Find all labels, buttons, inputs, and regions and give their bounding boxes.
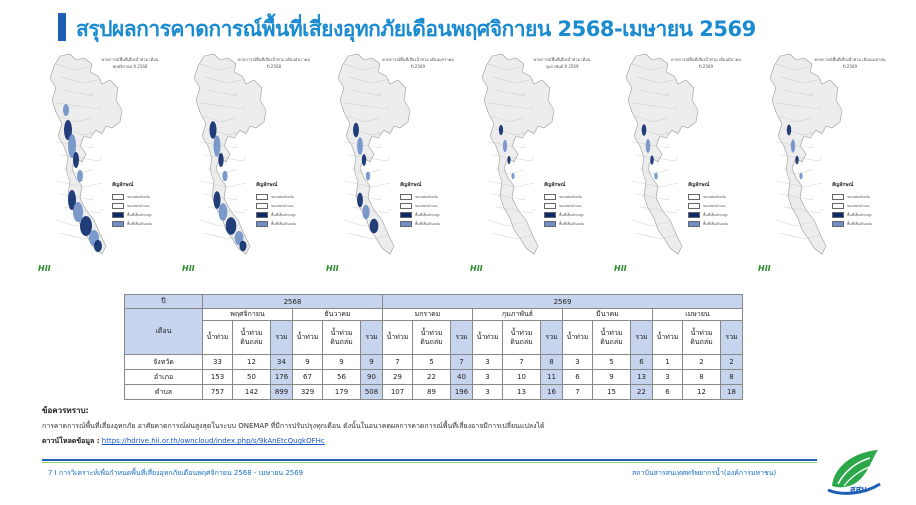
legend-item bbox=[688, 192, 746, 201]
risk-area bbox=[63, 104, 69, 116]
map-legend bbox=[256, 192, 314, 228]
subcolumn-header: น้ำท่วม ดินถล่ม bbox=[593, 321, 631, 355]
legend-label: พื้นที่เสี่ยงท่วมสูง bbox=[847, 212, 872, 217]
thailand-map bbox=[756, 50, 888, 282]
table-cell: 16 bbox=[541, 385, 563, 400]
table-cell: 8 bbox=[683, 370, 721, 385]
risk-area bbox=[787, 125, 791, 136]
legend-item bbox=[832, 192, 890, 201]
thailand-map bbox=[180, 50, 312, 282]
table-cell: 5 bbox=[413, 355, 451, 370]
risk-area bbox=[646, 139, 651, 153]
table-cell: 22 bbox=[631, 385, 653, 400]
hii-logo: HII bbox=[38, 264, 51, 273]
legend-item bbox=[400, 192, 458, 201]
table-row bbox=[125, 370, 743, 385]
risk-area bbox=[73, 202, 83, 222]
subcolumn-header: น้ำท่วม ดินถล่ม bbox=[683, 321, 721, 355]
subcolumn-header: น้ำท่วม bbox=[383, 321, 413, 355]
risk-area bbox=[362, 205, 369, 220]
table-cell: 8 bbox=[721, 370, 743, 385]
month-header: มกราคม bbox=[383, 309, 473, 321]
year-header: ปี bbox=[125, 295, 203, 309]
risk-area bbox=[77, 170, 83, 182]
legend-item bbox=[832, 210, 890, 219]
map-caption: คาดการณ์พื้นที่เสี่ยงน้ำท่วม เดือนเมษายน ปี 2569 bbox=[814, 57, 886, 69]
notes-text: การคาดการณ์พื้นที่เสี่ยงอุทกภัย อาศัยคาดการณ์ฝนสูงสุดในระบบ ONEMAP ที่มีการปรับปรุงทุกเดือน ดังนั้นในอนาคตผลการคาดการณ์พื้นที่เสี่ยงอาจมีการเปลี่ยนแปลงได้ bbox=[42, 422, 545, 430]
map-panel bbox=[180, 50, 312, 282]
risk-area bbox=[654, 173, 657, 180]
risk-area bbox=[209, 121, 216, 139]
legend-swatch bbox=[544, 212, 556, 218]
legend-title: สัญลักษณ์ bbox=[832, 182, 854, 188]
table-cell: 153 bbox=[203, 370, 233, 385]
risk-area bbox=[353, 123, 359, 138]
legend-item bbox=[112, 201, 170, 210]
table-cell: 3 bbox=[473, 385, 503, 400]
row-label: จังหวัด bbox=[125, 355, 203, 370]
month-header: เดือน bbox=[125, 309, 203, 355]
table-cell: 2 bbox=[683, 355, 721, 370]
table-cell: 508 bbox=[361, 385, 383, 400]
table-cell: 40 bbox=[451, 370, 473, 385]
onwr-logo-text: สสน bbox=[850, 485, 868, 495]
table-cell: 56 bbox=[323, 370, 361, 385]
table-cell: 6 bbox=[653, 385, 683, 400]
risk-area bbox=[791, 139, 795, 152]
hii-logo: HII bbox=[614, 264, 627, 273]
table-cell: 142 bbox=[233, 385, 271, 400]
legend-label: พื้นที่เสี่ยงท่วมสูง bbox=[703, 212, 728, 217]
table-cell: 179 bbox=[323, 385, 361, 400]
table-cell: 329 bbox=[293, 385, 323, 400]
legend-label: ขอบเขตจังหวัด bbox=[415, 194, 438, 199]
legend-swatch bbox=[256, 221, 268, 227]
risk-area bbox=[799, 173, 802, 180]
legend-label: พื้นที่เสี่ยงดินถล่ม bbox=[415, 221, 441, 226]
legend-swatch bbox=[400, 221, 412, 227]
subcolumn-header: น้ำท่วม bbox=[563, 321, 593, 355]
legend-swatch bbox=[256, 203, 268, 209]
download-line bbox=[42, 436, 325, 447]
legend-swatch bbox=[400, 203, 412, 209]
legend-swatch bbox=[256, 212, 268, 218]
legend-swatch bbox=[688, 212, 700, 218]
thailand-map bbox=[324, 50, 456, 282]
legend-label: ขอบเขตอำเภอ bbox=[703, 203, 726, 208]
table-cell: 3 bbox=[563, 355, 593, 370]
legend-title: สัญลักษณ์ bbox=[256, 182, 278, 188]
legend-item bbox=[688, 201, 746, 210]
thailand-map bbox=[36, 50, 168, 282]
legend-title: สัญลักษณ์ bbox=[112, 182, 134, 188]
table-cell: 90 bbox=[361, 370, 383, 385]
table-cell: 7 bbox=[383, 355, 413, 370]
notes-title: ข้อควรทราบ: bbox=[42, 406, 89, 415]
legend-item bbox=[832, 219, 890, 228]
subcolumn-header: น้ำท่วม bbox=[473, 321, 503, 355]
table-row bbox=[125, 385, 743, 400]
legend-swatch bbox=[688, 194, 700, 200]
risk-area bbox=[650, 155, 653, 164]
legend-title: สัญลักษณ์ bbox=[544, 182, 566, 188]
risk-area bbox=[511, 173, 514, 179]
risk-area bbox=[362, 154, 366, 166]
risk-area bbox=[213, 191, 220, 209]
download-link[interactable]: https://hdrive.hii.or.th/owncloud/index.php/s/9kAnEtcQugkOFHc bbox=[101, 437, 325, 445]
risk-area bbox=[218, 153, 223, 167]
risk-area bbox=[94, 240, 102, 252]
legend-swatch bbox=[112, 194, 124, 200]
table-cell: 6 bbox=[631, 355, 653, 370]
risk-area bbox=[213, 135, 220, 156]
legend-item bbox=[544, 210, 602, 219]
risk-area bbox=[219, 203, 228, 221]
map-caption: คาดการณ์พื้นที่เสี่ยงน้ำท่วม เดือนกุมภาพันธ์ ปี 2569 bbox=[533, 57, 591, 69]
table-cell: 18 bbox=[721, 385, 743, 400]
hii-logo: HII bbox=[758, 264, 771, 273]
subcolumn-header: น้ำท่วม ดินถล่ม bbox=[323, 321, 361, 355]
table-cell: 6 bbox=[563, 370, 593, 385]
legend-swatch bbox=[544, 221, 556, 227]
legend-label: ขอบเขตจังหวัด bbox=[703, 194, 726, 199]
table-cell: 89 bbox=[413, 385, 451, 400]
month-header: ธันวาคม bbox=[293, 309, 383, 321]
legend-label: ขอบเขตจังหวัด bbox=[559, 194, 582, 199]
legend-title: สัญลักษณ์ bbox=[688, 182, 710, 188]
table-row bbox=[125, 355, 743, 370]
year-2569-header: 2569 bbox=[383, 295, 743, 309]
table-cell: 33 bbox=[203, 355, 233, 370]
table-cell: 176 bbox=[271, 370, 293, 385]
risk-area bbox=[239, 241, 246, 252]
subcolumn-header: รวม bbox=[721, 321, 743, 355]
map-caption: คาดการณ์พื้นที่เสี่ยงน้ำท่วม เดือนธันวาคม ปี 2568 bbox=[238, 57, 311, 69]
legend-label: ขอบเขตอำเภอ bbox=[127, 203, 150, 208]
table-cell: 9 bbox=[323, 355, 361, 370]
map-legend bbox=[688, 192, 746, 228]
legend-item bbox=[688, 219, 746, 228]
legend-label: พื้นที่เสี่ยงดินถล่ม bbox=[559, 221, 585, 226]
table-cell: 1 bbox=[653, 355, 683, 370]
hii-logo: HII bbox=[470, 264, 483, 273]
legend-item bbox=[832, 201, 890, 210]
map-caption: คาดการณ์พื้นที่เสี่ยงน้ำท่วม เดือนมีนาคม ปี 2569 bbox=[671, 57, 741, 69]
map-caption: คาดการณ์พื้นที่เสี่ยงน้ำท่วม เดือนมกราคม ปี 2569 bbox=[382, 57, 454, 69]
legend-item bbox=[256, 201, 314, 210]
month-header: กุมภาพันธ์ bbox=[473, 309, 563, 321]
legend-item bbox=[112, 219, 170, 228]
row-label: อำเภอ bbox=[125, 370, 203, 385]
map-panel bbox=[36, 50, 168, 282]
table-cell: 196 bbox=[451, 385, 473, 400]
table-cell: 13 bbox=[503, 385, 541, 400]
month-header: เมษายน bbox=[653, 309, 743, 321]
table-cell: 7 bbox=[563, 385, 593, 400]
legend-label: พื้นที่เสี่ยงดินถล่ม bbox=[271, 221, 297, 226]
legend-item bbox=[256, 219, 314, 228]
table-cell: 3 bbox=[473, 355, 503, 370]
subcolumn-header: น้ำท่วม ดินถล่ม bbox=[233, 321, 271, 355]
summary-table bbox=[124, 294, 743, 400]
subcolumn-header: น้ำท่วม ดินถล่ม bbox=[413, 321, 451, 355]
legend-label: พื้นที่เสี่ยงท่วมสูง bbox=[559, 212, 584, 217]
legend-label: ขอบเขตจังหวัด bbox=[847, 194, 870, 199]
map-panel bbox=[756, 50, 888, 282]
map-panel bbox=[612, 50, 744, 282]
legend-swatch bbox=[256, 194, 268, 200]
legend-label: พื้นที่เสี่ยงดินถล่ม bbox=[127, 221, 153, 226]
map-caption: คาดการณ์พื้นที่เสี่ยงน้ำท่วม เดือนพฤศจิกายน ปี 2568 bbox=[101, 57, 159, 69]
thailand-map bbox=[468, 50, 600, 282]
legend-swatch bbox=[400, 194, 412, 200]
map-panel bbox=[468, 50, 600, 282]
risk-area bbox=[507, 156, 510, 164]
legend-swatch bbox=[544, 194, 556, 200]
risk-area bbox=[226, 217, 237, 235]
legend-swatch bbox=[112, 221, 124, 227]
legend-item bbox=[256, 192, 314, 201]
legend-swatch bbox=[400, 212, 412, 218]
legend-label: ขอบเขตจังหวัด bbox=[127, 194, 150, 199]
table-cell: 12 bbox=[233, 355, 271, 370]
table-cell: 12 bbox=[683, 385, 721, 400]
legend-swatch bbox=[832, 212, 844, 218]
table-cell: 899 bbox=[271, 385, 293, 400]
legend-item bbox=[112, 192, 170, 201]
table-cell: 15 bbox=[593, 385, 631, 400]
table-cell: 22 bbox=[413, 370, 451, 385]
legend-swatch bbox=[112, 203, 124, 209]
table-cell: 67 bbox=[293, 370, 323, 385]
legend-swatch bbox=[112, 212, 124, 218]
risk-area bbox=[499, 125, 503, 135]
legend-title: สัญลักษณ์ bbox=[400, 182, 422, 188]
map-panel bbox=[324, 50, 456, 282]
page-title: สรุปผลการคาดการณ์พื้นที่เสี่ยงอุทกภัยเดือนพฤศจิกายน 2568-เมษายน 2569 bbox=[76, 17, 756, 41]
risk-area bbox=[222, 171, 227, 182]
legend-item bbox=[544, 201, 602, 210]
legend-label: ขอบเขตจังหวัด bbox=[271, 194, 294, 199]
footer-page-caption: 7 I การวิเคราะห์เพื่อกำหนดพื้นที่เสี่ยงอุทกภัยเดือนพฤศจิกายน 2568 - เมษายน 2569 bbox=[48, 469, 304, 477]
legend-swatch bbox=[544, 203, 556, 209]
legend-swatch bbox=[688, 203, 700, 209]
subcolumn-header: น้ำท่วม bbox=[653, 321, 683, 355]
legend-item bbox=[544, 219, 602, 228]
table-cell: 9 bbox=[293, 355, 323, 370]
risk-area bbox=[795, 156, 798, 165]
subcolumn-header: รวม bbox=[271, 321, 293, 355]
legend-item bbox=[688, 210, 746, 219]
table-cell: 29 bbox=[383, 370, 413, 385]
subcolumn-header: น้ำท่วม ดินถล่ม bbox=[503, 321, 541, 355]
subcolumn-header: รวม bbox=[361, 321, 383, 355]
risk-area bbox=[357, 193, 363, 208]
table-cell: 9 bbox=[593, 370, 631, 385]
legend-label: ขอบเขตอำเภอ bbox=[415, 203, 438, 208]
legend-item bbox=[400, 219, 458, 228]
legend-swatch bbox=[832, 203, 844, 209]
risk-area bbox=[366, 172, 370, 181]
risk-area bbox=[642, 124, 647, 136]
footer-divider bbox=[42, 459, 817, 461]
year-2568-header: 2568 bbox=[203, 295, 383, 309]
risk-area bbox=[73, 152, 79, 168]
month-header: พฤศจิกายน bbox=[203, 309, 293, 321]
subcolumn-header: รวม bbox=[541, 321, 563, 355]
map-legend bbox=[400, 192, 458, 228]
footer-organization: สถาบันสารสนเทศทรัพยากรน้ำ(องค์การมหาชน) bbox=[632, 469, 777, 477]
risk-area bbox=[503, 140, 507, 152]
risk-area bbox=[370, 219, 379, 234]
title-accent-bar bbox=[58, 13, 66, 41]
map-gallery bbox=[36, 50, 886, 288]
table-cell: 50 bbox=[233, 370, 271, 385]
download-label: ดาวน์โหลดข้อมูล : bbox=[42, 437, 100, 445]
map-legend bbox=[544, 192, 602, 228]
map-legend bbox=[832, 192, 890, 228]
legend-label: ขอบเขตอำเภอ bbox=[271, 203, 294, 208]
table-cell: 5 bbox=[593, 355, 631, 370]
table-cell: 3 bbox=[653, 370, 683, 385]
footer-divider-green bbox=[42, 462, 817, 463]
legend-label: ขอบเขตอำเภอ bbox=[847, 203, 870, 208]
table-cell: 7 bbox=[503, 355, 541, 370]
table-cell: 7 bbox=[451, 355, 473, 370]
legend-swatch bbox=[688, 221, 700, 227]
legend-label: พื้นที่เสี่ยงท่วมสูง bbox=[415, 212, 440, 217]
legend-swatch bbox=[832, 194, 844, 200]
legend-item bbox=[400, 210, 458, 219]
subcolumn-header: รวม bbox=[451, 321, 473, 355]
table-cell: 8 bbox=[541, 355, 563, 370]
subcolumn-header: รวม bbox=[631, 321, 653, 355]
table-cell: 10 bbox=[503, 370, 541, 385]
table-cell: 11 bbox=[541, 370, 563, 385]
legend-item bbox=[256, 210, 314, 219]
subcolumn-header: น้ำท่วม bbox=[293, 321, 323, 355]
legend-item bbox=[400, 201, 458, 210]
legend-label: พื้นที่เสี่ยงท่วมสูง bbox=[127, 212, 152, 217]
thailand-map bbox=[612, 50, 744, 282]
table-cell: 9 bbox=[361, 355, 383, 370]
table-cell: 107 bbox=[383, 385, 413, 400]
legend-swatch bbox=[832, 221, 844, 227]
legend-label: ขอบเขตอำเภอ bbox=[559, 203, 582, 208]
table-cell: 13 bbox=[631, 370, 653, 385]
month-header: มีนาคม bbox=[563, 309, 653, 321]
risk-area bbox=[357, 137, 363, 155]
table-cell: 3 bbox=[473, 370, 503, 385]
subcolumn-header: น้ำท่วม bbox=[203, 321, 233, 355]
legend-label: พื้นที่เสี่ยงดินถล่ม bbox=[847, 221, 873, 226]
row-label: ตำบล bbox=[125, 385, 203, 400]
legend-item bbox=[544, 192, 602, 201]
table-cell: 2 bbox=[721, 355, 743, 370]
map-legend bbox=[112, 192, 170, 228]
legend-item bbox=[112, 210, 170, 219]
legend-label: พื้นที่เสี่ยงดินถล่ม bbox=[703, 221, 729, 226]
table-cell: 34 bbox=[271, 355, 293, 370]
legend-label: พื้นที่เสี่ยงท่วมสูง bbox=[271, 212, 296, 217]
hii-logo: HII bbox=[182, 264, 195, 273]
table-cell: 757 bbox=[203, 385, 233, 400]
hii-logo: HII bbox=[326, 264, 339, 273]
